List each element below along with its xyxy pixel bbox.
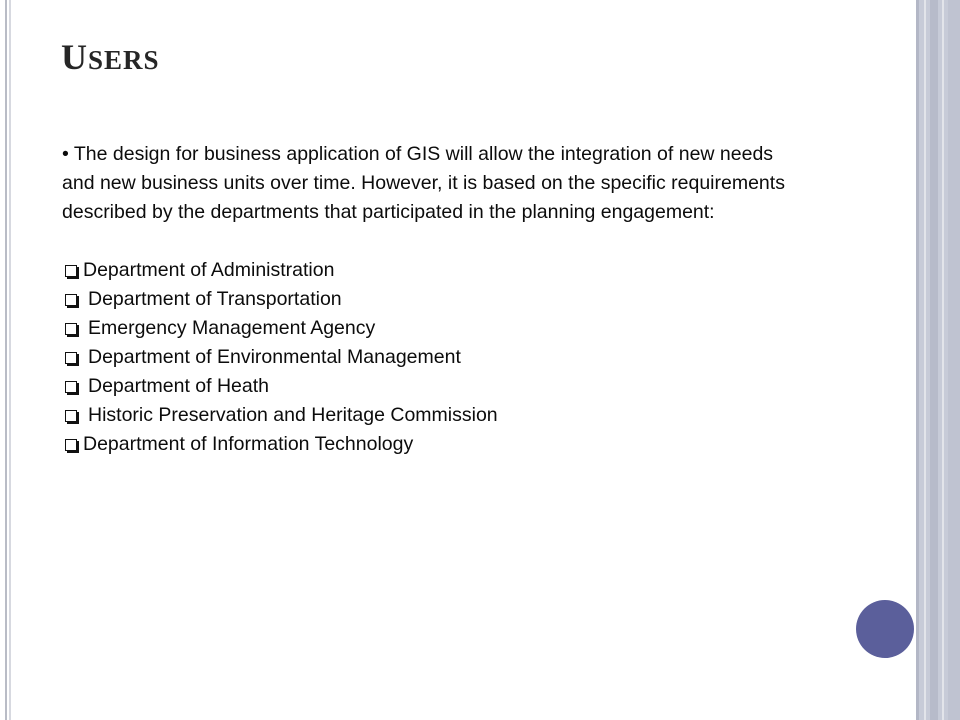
checkbox-square-icon xyxy=(65,323,77,335)
title-first-letter: U xyxy=(61,37,88,77)
left-frame-border xyxy=(0,0,7,720)
list-item xyxy=(62,256,802,285)
list-item xyxy=(62,401,802,430)
left-frame-line xyxy=(9,0,11,720)
department-label: Emergency Management Agency xyxy=(88,317,376,339)
checkbox-square-icon xyxy=(65,410,77,422)
right-frame-border xyxy=(916,0,960,720)
slide-body xyxy=(62,140,802,459)
list-item xyxy=(62,343,802,372)
intro-paragraph: • The design for business application of GIS will allow the integration of new needs and new business units over time. However, it is based on the specific requirements described by the departments that participated in the planning engagement: xyxy=(62,143,785,223)
title-rest: SERS xyxy=(88,45,160,75)
department-label: Department of Administration xyxy=(83,259,335,281)
checkbox-square-icon xyxy=(65,265,77,277)
right-frame-stripe xyxy=(916,0,919,720)
checkbox-square-icon xyxy=(65,381,77,393)
checkbox-square-icon xyxy=(65,439,77,451)
department-label: Historic Preservation and Heritage Commission xyxy=(88,404,498,426)
department-label: Department of Information Technology xyxy=(83,433,414,455)
right-frame-stripe xyxy=(942,0,944,720)
list-item xyxy=(62,430,802,459)
checkbox-square-icon xyxy=(65,352,77,364)
list-item xyxy=(62,372,802,401)
list-item xyxy=(62,285,802,314)
right-frame-stripe xyxy=(948,0,960,720)
department-label: Department of Heath xyxy=(88,375,270,397)
checkbox-square-icon xyxy=(65,294,77,306)
accent-circle xyxy=(856,600,914,658)
right-frame-stripe xyxy=(924,0,926,720)
right-frame-stripe xyxy=(930,0,938,720)
slide-title xyxy=(61,36,160,79)
list-item xyxy=(62,314,802,343)
department-label: Department of Environmental Management xyxy=(88,346,461,368)
department-label: Department of Transportation xyxy=(88,288,342,310)
department-list xyxy=(62,256,802,459)
